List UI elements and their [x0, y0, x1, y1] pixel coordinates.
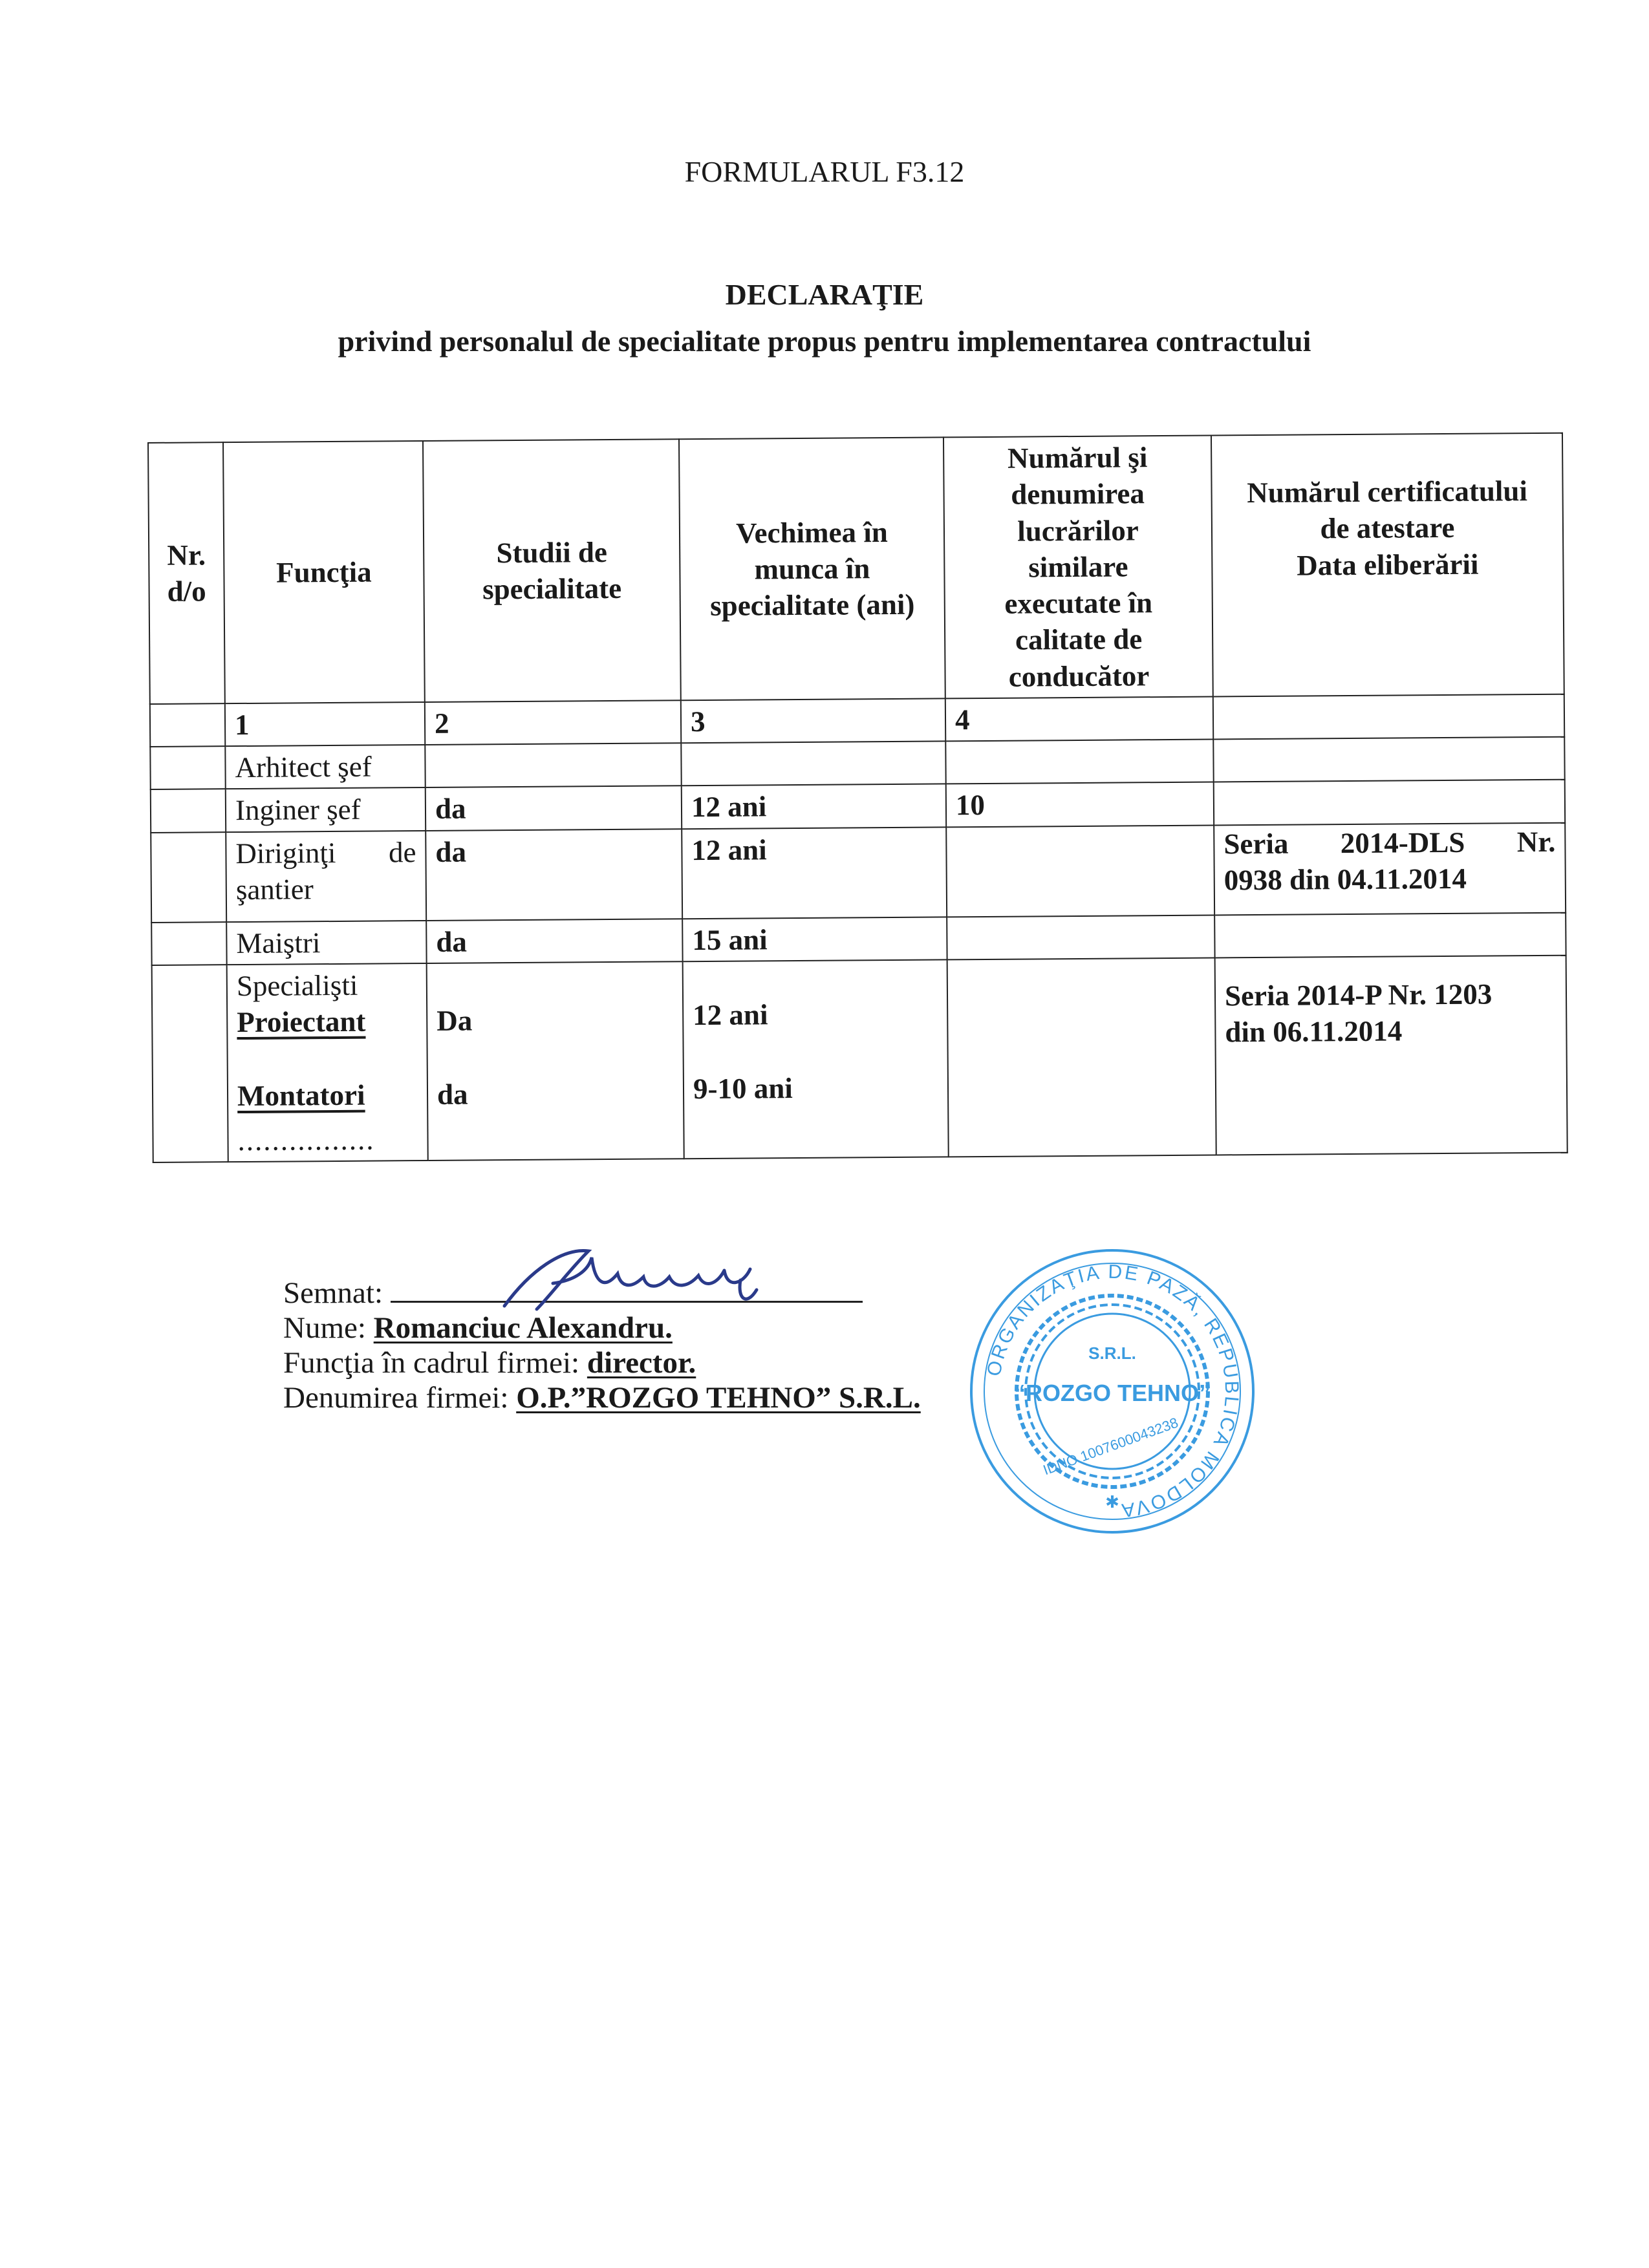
nume-label: Nume:: [283, 1311, 366, 1345]
declaration-subtitle: privind personalul de specialitate propus pentru implementarea contractului: [338, 325, 1311, 358]
stamp-srl: S.R.L.: [1088, 1343, 1136, 1363]
header-nr: Nr. d/o: [148, 442, 225, 704]
cell-functia: Diriginţi de şantier: [226, 831, 426, 922]
cell-vechime: 12 ani: [682, 784, 946, 829]
num-2: 2: [425, 700, 681, 745]
stamp-name: “ROZGO TEHNO”: [1014, 1380, 1211, 1406]
declaration-title: DECLARAŢIE: [725, 278, 924, 311]
nume-value: Romanciuc Alexandru.: [373, 1311, 673, 1345]
cell-vechime: 12 ani 9-10 ani: [683, 959, 949, 1159]
cell-functia: Arhitect şef: [225, 745, 425, 789]
functia-label: Funcţia în cadrul firmei:: [283, 1346, 580, 1380]
cell-functia: Specialişti Proiectant Montatori ................: [227, 963, 428, 1162]
stamp-outer-text: ORGANIZAŢIA DE PAZĂ, REPUBLICA MOLDOVA: [983, 1261, 1243, 1521]
cell-lucrari: 10: [946, 782, 1214, 827]
cell-studii: da: [426, 919, 682, 963]
sub-proiectant: Proiectant: [237, 1005, 366, 1039]
handwritten-signature: [491, 1245, 789, 1316]
cell-studii: da: [426, 829, 682, 921]
functia-value: director.: [587, 1346, 696, 1380]
stamp-star-icon: ✱: [1105, 1493, 1119, 1512]
header-studii: Studii de specialitate: [423, 439, 681, 702]
company-stamp: [964, 1243, 1261, 1540]
cell-functia: Maiştri: [226, 921, 426, 965]
table-header-row: [148, 433, 1564, 704]
semnat-label: Semnat:: [283, 1276, 383, 1310]
cell-studii: Da da: [427, 961, 684, 1161]
form-title: FORMULARUL F3.12: [684, 155, 965, 188]
num-4: 4: [945, 696, 1213, 741]
stamp-idno: IDNO 1007600043238: [1040, 1414, 1181, 1479]
cell-certificat: Seria 2014-DLS Nr. 0938 din 04.11.2014: [1214, 822, 1566, 915]
header-certificat: Numărul certificatului de atestare Data eliberării: [1211, 433, 1564, 697]
num-3: 3: [681, 698, 945, 743]
header-vechime: Vechimea în munca în specialitate (ani): [679, 437, 945, 700]
num-1: 1: [225, 702, 425, 746]
table-row: [152, 955, 1568, 1162]
cell-certificat: Seria 2014-P Nr. 1203 din 06.11.2014: [1215, 955, 1568, 1155]
header-functia: Funcţia: [223, 441, 425, 703]
cell-functia: Inginer şef: [226, 787, 426, 831]
header-lucrari: Numărul şi denumirea lucrărilor similare executate în calitate de conducător: [943, 436, 1213, 699]
firma-label: Denumirea firmei:: [283, 1381, 509, 1415]
cell-vechime: 15 ani: [682, 917, 947, 961]
cell-studii: da: [426, 786, 682, 830]
personnel-table: [147, 433, 1568, 1163]
table-row: [151, 822, 1566, 922]
sub-montatori: Montatori: [237, 1078, 365, 1113]
cell-vechime: 12 ani: [682, 827, 947, 919]
firma-value: O.P.”ROZGO TEHNO” S.R.L.: [516, 1381, 921, 1415]
